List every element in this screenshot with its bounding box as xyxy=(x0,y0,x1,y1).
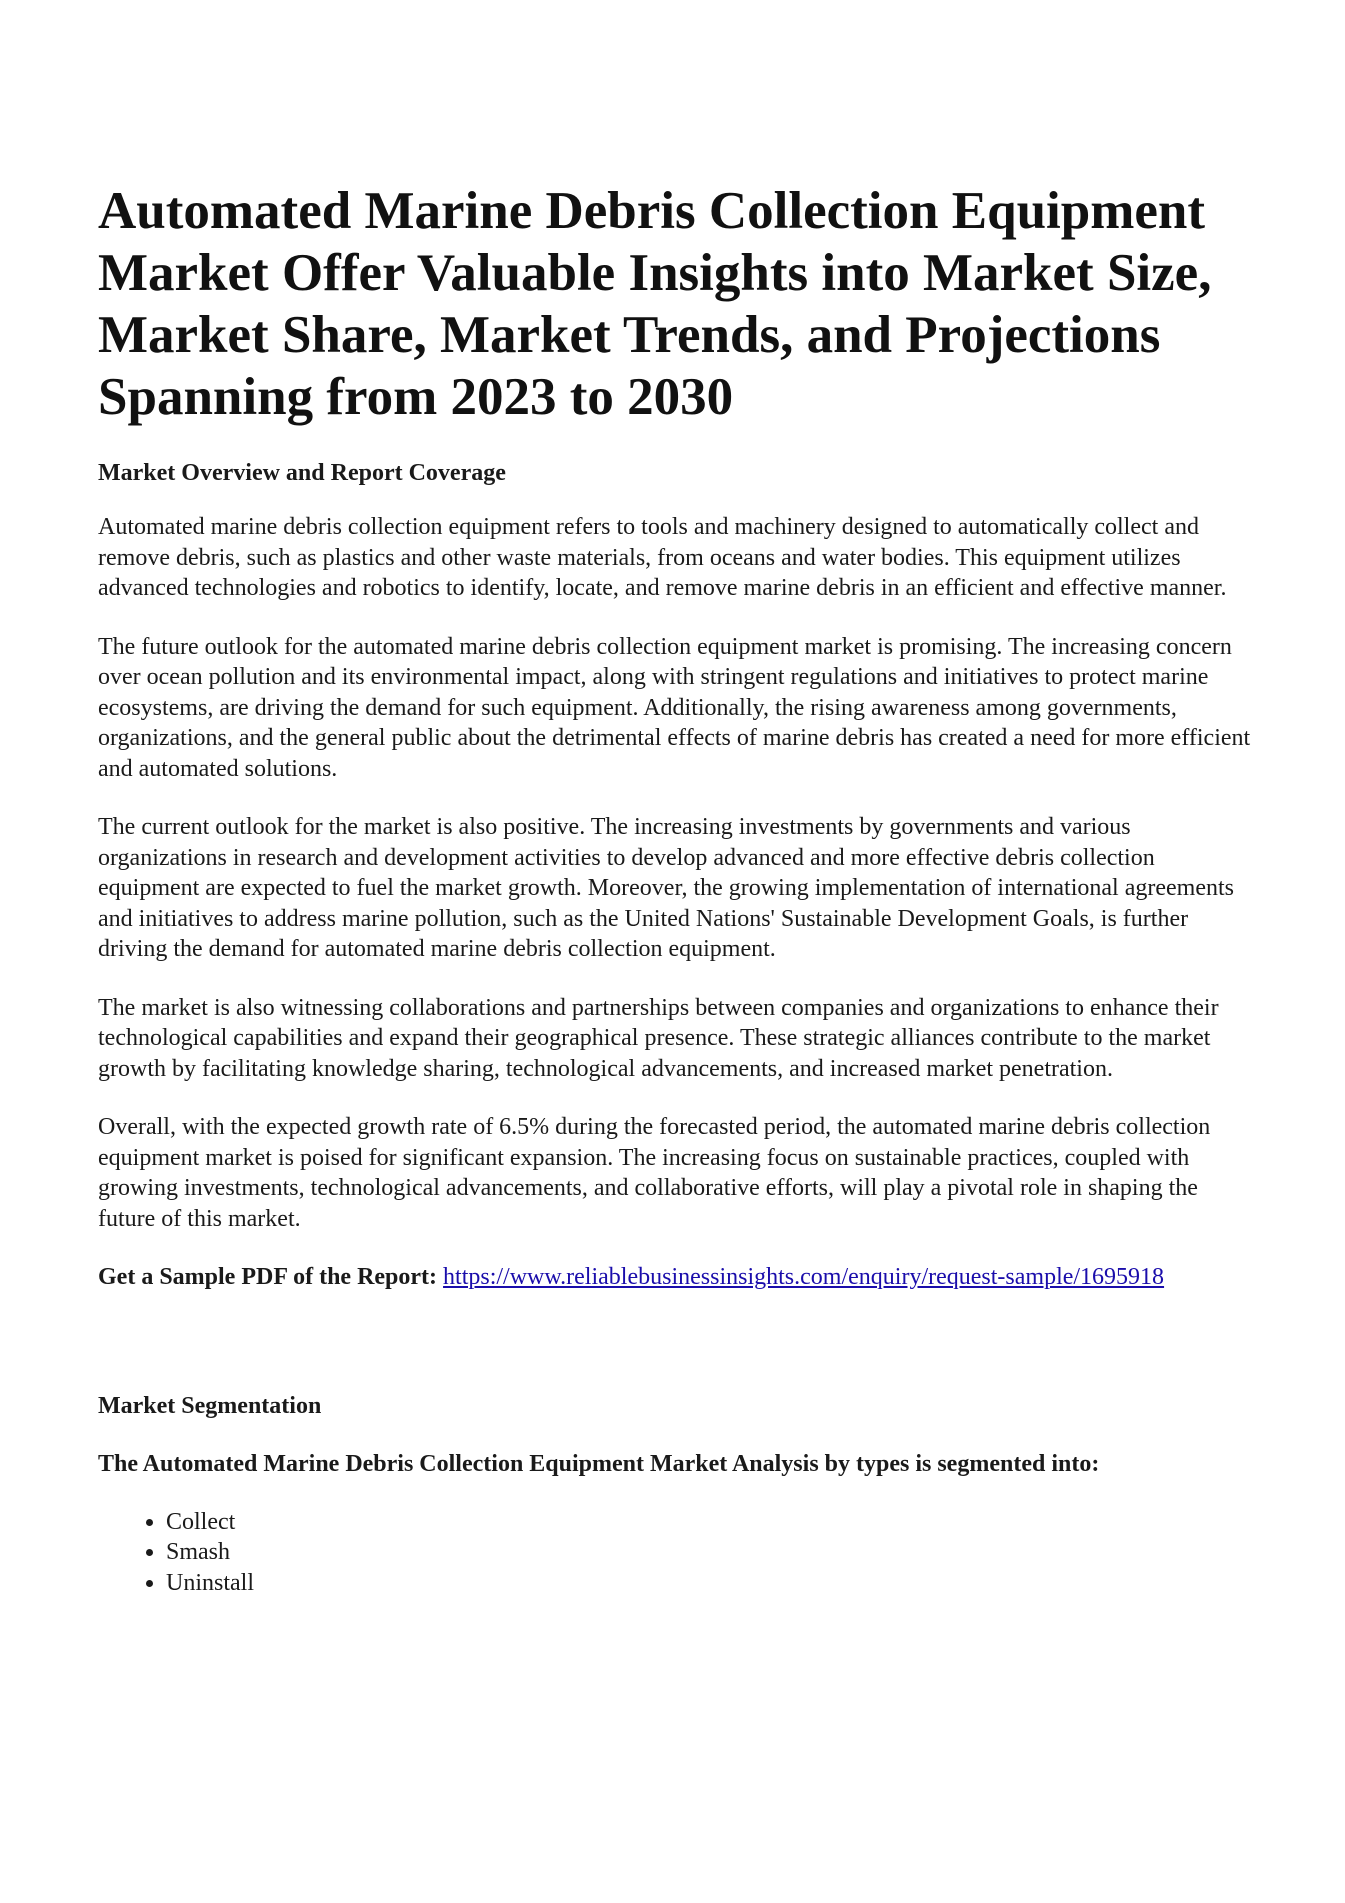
overview-paragraph: Overall, with the expected growth rate of 6.5% during the forecasted period, the automated marine debris collection equipment market is poised for significant expansion. The increasing focus on sustainable practices, coupled with growing investments, technological advancements, and collaborative efforts, will play a pivotal role in shaping the future of this market. xyxy=(98,1114,1211,1232)
document-page xyxy=(98,180,1258,1598)
types-list xyxy=(98,1507,1258,1599)
sample-pdf-label: Get a Sample PDF of the Report: xyxy=(98,1264,438,1290)
overview-paragraph: Automated marine debris collection equipment refers to tools and machinery designed to automatically collect and remove debris, such as plastics and other waste materials, from oceans and water bodies. This equipment utilizes advanced technologies and robotics to identify, locate, and remove marine debris in an efficient and effective manner. xyxy=(98,514,1227,601)
list-item: • Smash xyxy=(166,1537,1258,1568)
overview-heading: Market Overview and Report Coverage xyxy=(98,460,506,486)
page-title: Automated Marine Debris Collection Equipment Market Offer Valuable Insights into Market Size, Market Share, Market Trends, and Projections Spanning from 2023 to 2030 xyxy=(98,182,1212,426)
overview-paragraph: The market is also witnessing collaborations and partnerships between companies and organizations to enhance their technological capabilities and expand their geographical presence. These strategic alliances contribute to the market growth by facilitating knowledge sharing, technological advancements, and increased market penetration. xyxy=(98,994,1219,1082)
section-spacer xyxy=(98,1293,1258,1391)
list-item: • Collect xyxy=(166,1507,1258,1538)
list-item: • Uninstall xyxy=(166,1568,1258,1599)
segmentation-heading: Market Segmentation xyxy=(98,1392,322,1419)
sample-pdf-link[interactable]: https://www.reliablebusinessinsights.com/enquiry/request-sample/1695918 xyxy=(443,1264,1165,1290)
sample-pdf-line xyxy=(98,1262,1258,1293)
overview-paragraph: The current outlook for the market is also positive. The increasing investments by governments and various organizations in research and development activities to develop advanced and more effective debris collection equipment are expected to fuel the market growth. Moreover, the growing implementation of international agreements and initiatives to address marine pollution, such as the United Nations' Sustainable Development Goals, is further driving the demand for automated marine debris collection equipment. xyxy=(98,814,1234,962)
overview-paragraph: The future outlook for the automated marine debris collection equipment market is promising. The increasing concern over ocean pollution and its environmental impact, along with stringent regulations and initiatives to protect marine ecosystems, are driving the demand for such equipment. Additionally, the rising awareness among governments, organizations, and the general public about the detrimental effects of marine debris has created a need for more efficient and automated solutions. xyxy=(98,633,1251,782)
types-heading: The Automated Marine Debris Collection Equipment Market Analysis by types is segmented into: xyxy=(98,1450,1100,1477)
